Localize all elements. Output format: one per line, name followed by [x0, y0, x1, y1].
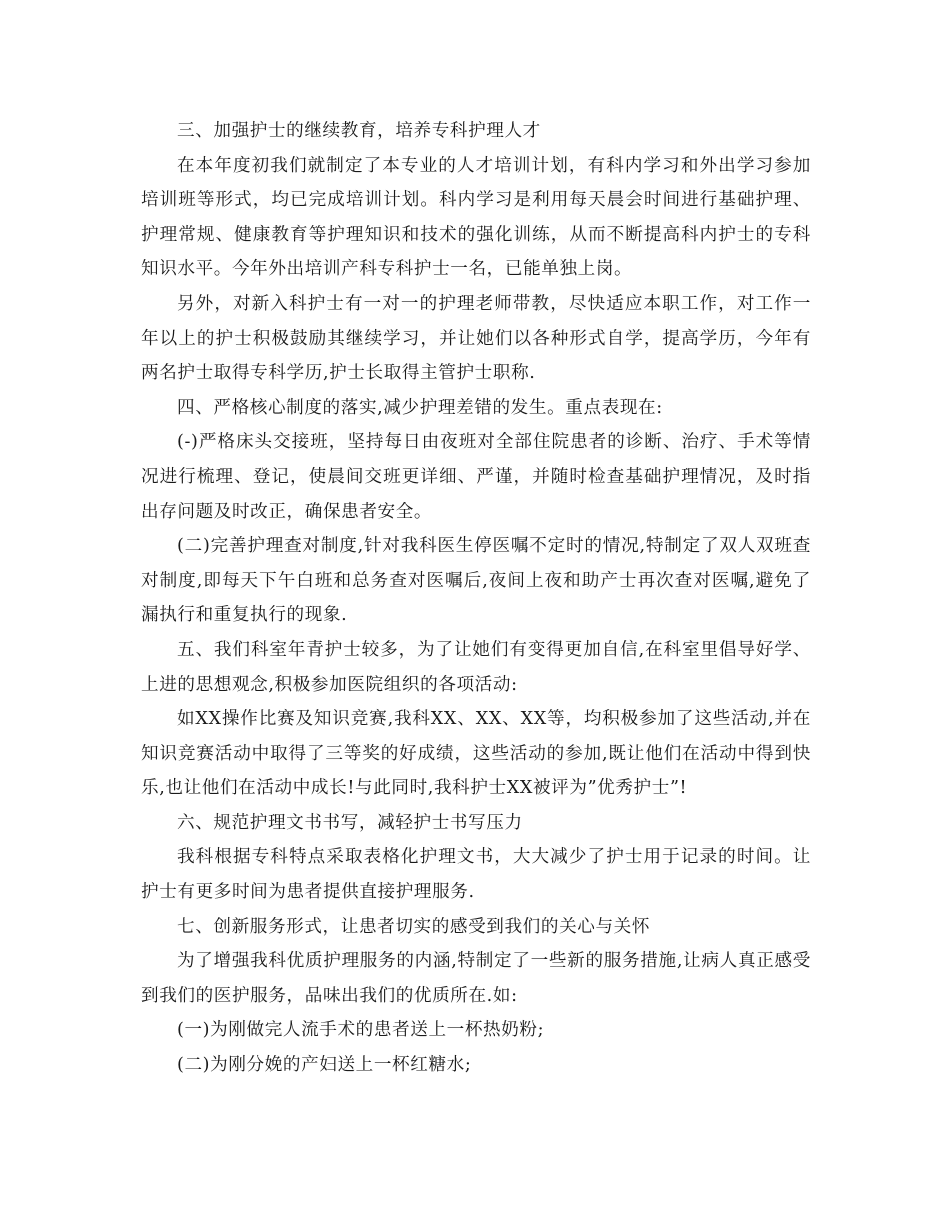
paragraph: (二)完善护理查对制度,针对我科医生停医嘱不定时的情况,特制定了双人双班查对制度,即每天下午白班和总务查对医嘱后,夜间上夜和助产士再次查对医嘱,避免了漏执行和重复执行的现象.: [141, 536, 811, 626]
section-heading-3: 三、加强护士的继续教育，培养专科护理人才: [177, 121, 541, 141]
list-item: (一)为刚做完人流手术的患者送上一杯热奶粉;: [177, 1020, 545, 1041]
section-heading-4: 四、严格核心制度的落实,减少护理差错的发生。重点表现在:: [177, 397, 663, 418]
document-body: [141, 114, 811, 1083]
paragraph: 在本年度初我们就制定了本专业的人才培训计划，有科内学习和外出学习参加培训班等形式，均已完成培训计划。科内学习是利用每天晨会时间进行基础护理、护理常规、健康教育等护理知识和技术的强化训练，从而不断提高科内护士的专科知识水平。今年外出培训产科专科护士一名，已能单独上岗。: [141, 155, 811, 280]
section-heading-5: 五、我们科室年青护士较多，为了让她们有变得更加自信,在科室里倡导好学、上进的思想观念,积极参加医院组织的各项活动:: [141, 639, 811, 695]
paragraph: 为了增强我科优质护理服务的内涵,特制定了一些新的服务措施,让病人真正感受到我们的医护服务，品味出我们的优质所在.如:: [141, 951, 811, 1006]
paragraph: 另外，对新入科护士有一对一的护理老师带教，尽快适应本职工作，对工作一年以上的护士积极鼓励其继续学习，并让她们以各种形式自学，提高学历，今年有两名护士取得专科学历,护士长取得主管护士职称.: [141, 293, 811, 384]
paragraph: 如XX操作比赛及知识竞赛,我科XX、XX、XX等，均积极参加了这些活动,并在知识竞赛活动中取得了三等奖的好成绩，这些活动的参加,既让他们在活动中得到快乐,也让他们在活动中成长!与此同时,我科护士XX被评为”优秀护士”!: [141, 709, 811, 799]
paragraph: 我科根据专科特点采取表格化护理文书，大大减少了护士用于记录的时间。让护士有更多时间为患者提供直接护理服务.: [141, 847, 811, 903]
section-heading-7: 七、创新服务形式，让患者切实的感受到我们的关心与关怀: [177, 916, 651, 937]
list-item: (二)为刚分娩的产妇送上一杯红糖水;: [177, 1055, 472, 1076]
section-heading-6: 六、规范护理文书书写，减轻护士书写压力: [177, 812, 523, 833]
paragraph: (-)严格床头交接班，坚持每日由夜班对全部住院患者的诊断、治疗、手术等情况进行梳理、登记，使晨间交班更详细、严谨，并随时检查基础护理情况，及时指出存问题及时改正，确保患者安全。: [141, 432, 811, 522]
